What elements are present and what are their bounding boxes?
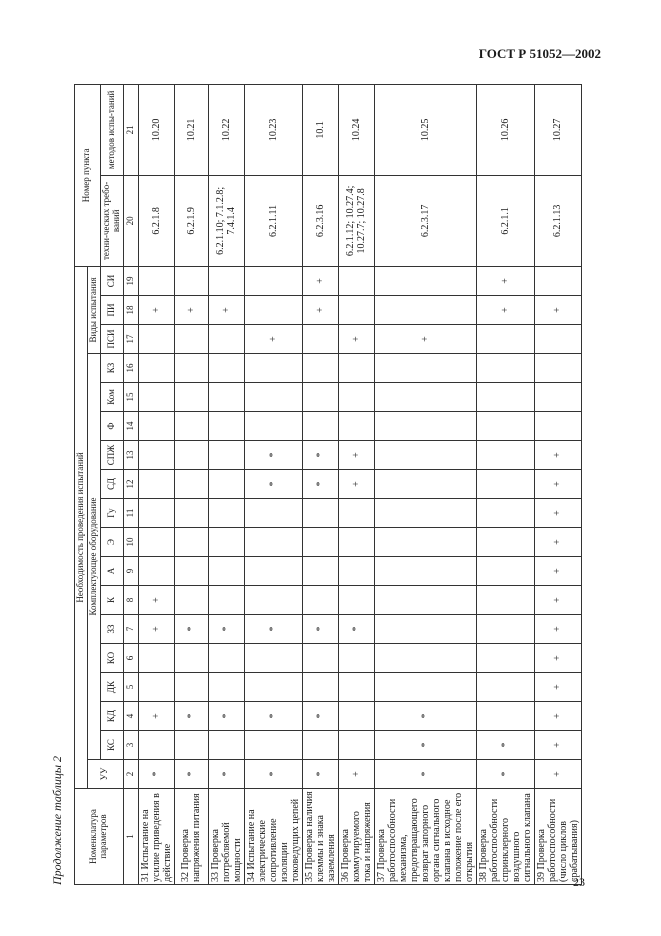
clause-cell: 6.2.3.17: [374, 175, 476, 266]
clause-cell: 10.22: [208, 84, 244, 175]
table-row: [302, 84, 338, 884]
mark-cell: [208, 383, 244, 412]
clause-cell: 10.23: [244, 84, 302, 175]
mark-cell: *: [244, 441, 302, 470]
clause-cell: 10.1: [302, 84, 338, 175]
mark-cell: [302, 731, 338, 760]
clause-cell: 6.2.1.11: [244, 175, 302, 266]
table-row: [208, 84, 244, 884]
table-row: [138, 84, 174, 884]
mark-cell: *: [374, 702, 476, 731]
rotated-table-area: [50, 85, 600, 885]
mark-cell: *: [476, 760, 534, 789]
parameter-name: 35 Проверка наличия клеммы и знака заземления: [302, 789, 338, 885]
header-col-pi: ПИ: [100, 296, 123, 325]
mark-cell: [244, 412, 302, 441]
mark-cell: +: [338, 760, 374, 789]
mark-cell: [374, 441, 476, 470]
table-row: [476, 84, 534, 884]
mark-cell: [174, 354, 208, 383]
mark-cell: [374, 615, 476, 644]
mark-cell: +: [534, 441, 581, 470]
mark-cell: [476, 412, 534, 441]
parameter-name: 37 Проверка работоспособности механизма, предотвращающего возврат запорного органа сигнального клапана в исходное положение после его открытия: [374, 789, 476, 885]
clause-cell: 6.2.1.1: [476, 175, 534, 266]
mark-cell: [208, 266, 244, 295]
mark-cell: [302, 354, 338, 383]
mark-cell: [138, 499, 174, 528]
header-name: Номенклатура параметров: [75, 789, 124, 885]
mark-cell: +: [534, 644, 581, 673]
table-row: [244, 84, 302, 884]
mark-cell: [302, 412, 338, 441]
mark-cell: [374, 499, 476, 528]
mark-cell: [476, 615, 534, 644]
column-number: 21: [123, 84, 138, 175]
mark-cell: +: [534, 296, 581, 325]
clause-cell: 10.20: [138, 84, 174, 175]
mark-cell: [244, 644, 302, 673]
mark-cell: *: [302, 441, 338, 470]
mark-cell: [338, 644, 374, 673]
mark-cell: [208, 441, 244, 470]
clause-cell: 10.27: [534, 84, 581, 175]
mark-cell: [302, 673, 338, 702]
mark-cell: [338, 673, 374, 702]
clause-cell: 6.2.3.16: [302, 175, 338, 266]
parameter-name: 34 Испытание на электрические сопротивление изоляции токоведущих цепей: [244, 789, 302, 885]
page-number: 23: [573, 875, 585, 889]
mark-cell: [476, 586, 534, 615]
parameter-name: 32 Проверка напряжения питания: [174, 789, 208, 885]
mark-cell: [338, 731, 374, 760]
mark-cell: [302, 557, 338, 586]
mark-cell: [302, 644, 338, 673]
clause-cell: 6.2.1.12; 10.27.4; 10.27.7; 10.27.8: [338, 175, 374, 266]
mark-cell: [534, 383, 581, 412]
parameter-name: 33 Проверка потребляемой мощности: [208, 789, 244, 885]
mark-cell: [476, 673, 534, 702]
mark-cell: [174, 441, 208, 470]
table-caption: Продолжение таблицы 2: [50, 755, 64, 885]
header-col-sd: СД: [100, 470, 123, 499]
mark-cell: [338, 354, 374, 383]
mark-cell: *: [374, 760, 476, 789]
mark-cell: [174, 325, 208, 354]
header-col-dk: ДК: [100, 673, 123, 702]
mark-cell: [208, 673, 244, 702]
mark-cell: [476, 325, 534, 354]
mark-cell: *: [208, 615, 244, 644]
mark-cell: [338, 528, 374, 557]
column-number: 13: [123, 441, 138, 470]
header-col-si: СИ: [100, 266, 123, 295]
mark-cell: +: [338, 441, 374, 470]
test-requirements-table: [74, 84, 582, 885]
mark-cell: +: [208, 296, 244, 325]
mark-cell: [476, 470, 534, 499]
column-number: 17: [123, 325, 138, 354]
mark-cell: [174, 673, 208, 702]
mark-cell: *: [244, 702, 302, 731]
mark-cell: +: [534, 586, 581, 615]
mark-cell: [174, 557, 208, 586]
header-need: Необходимость проведения испытаний: [75, 266, 88, 788]
column-number: 19: [123, 266, 138, 295]
mark-cell: [534, 325, 581, 354]
mark-cell: +: [476, 266, 534, 295]
mark-cell: [476, 441, 534, 470]
mark-cell: [138, 731, 174, 760]
mark-cell: [374, 557, 476, 586]
table-row: [534, 84, 581, 884]
mark-cell: [302, 528, 338, 557]
header-equipment: Комплектующее оборудование: [87, 354, 100, 760]
mark-cell: +: [338, 325, 374, 354]
mark-cell: [208, 499, 244, 528]
mark-cell: *: [174, 760, 208, 789]
clause-cell: 6.2.1.9: [174, 175, 208, 266]
column-number: 9: [123, 557, 138, 586]
mark-cell: [534, 354, 581, 383]
mark-cell: *: [208, 702, 244, 731]
mark-cell: +: [302, 266, 338, 295]
mark-cell: *: [244, 615, 302, 644]
column-number: 12: [123, 470, 138, 499]
mark-cell: *: [302, 702, 338, 731]
column-number: 15: [123, 383, 138, 412]
mark-cell: *: [302, 470, 338, 499]
column-number: 20: [123, 175, 138, 266]
mark-cell: [338, 557, 374, 586]
header-col-kd: КД: [100, 702, 123, 731]
mark-cell: [138, 644, 174, 673]
mark-cell: +: [534, 673, 581, 702]
header-test-types: Виды испытания: [87, 266, 100, 353]
mark-cell: [374, 470, 476, 499]
mark-cell: [244, 266, 302, 295]
mark-cell: [374, 383, 476, 412]
mark-cell: [244, 528, 302, 557]
mark-cell: [138, 528, 174, 557]
mark-cell: [534, 412, 581, 441]
mark-cell: +: [138, 702, 174, 731]
parameter-name: 39 Проверка работоспособности (число циклов срабатывания): [534, 789, 581, 885]
mark-cell: [138, 266, 174, 295]
mark-cell: [534, 266, 581, 295]
mark-cell: +: [138, 296, 174, 325]
mark-cell: [174, 586, 208, 615]
column-number: 2: [123, 760, 138, 789]
header-col-k: К: [100, 586, 123, 615]
mark-cell: [374, 412, 476, 441]
mark-cell: [244, 383, 302, 412]
header-col-f: Ф: [100, 412, 123, 441]
column-number: 7: [123, 615, 138, 644]
mark-cell: [302, 586, 338, 615]
column-number: 1: [123, 789, 138, 885]
header-col-kz: КЗ: [100, 354, 123, 383]
mark-cell: [338, 383, 374, 412]
clause-cell: 6.2.1.10; 7.1.2.8; 7.4.1.4: [208, 175, 244, 266]
table-row: [174, 84, 208, 884]
mark-cell: *: [374, 731, 476, 760]
mark-cell: [174, 644, 208, 673]
header-col-spzh: СПЖ: [100, 441, 123, 470]
table-row: [338, 84, 374, 884]
mark-cell: [338, 296, 374, 325]
mark-cell: +: [174, 296, 208, 325]
parameter-name: 36 Проверка коммутируемого тока и напряжения: [338, 789, 374, 885]
mark-cell: [374, 354, 476, 383]
column-number: 8: [123, 586, 138, 615]
mark-cell: *: [244, 760, 302, 789]
mark-cell: [338, 266, 374, 295]
column-number: 11: [123, 499, 138, 528]
header-col-uu: УУ: [87, 760, 123, 789]
clause-cell: 10.26: [476, 84, 534, 175]
mark-cell: [208, 528, 244, 557]
header-col-e: Э: [100, 528, 123, 557]
mark-cell: [476, 383, 534, 412]
mark-cell: [208, 325, 244, 354]
mark-cell: [138, 673, 174, 702]
mark-cell: [374, 644, 476, 673]
mark-cell: [374, 586, 476, 615]
mark-cell: +: [302, 296, 338, 325]
mark-cell: [476, 499, 534, 528]
column-number: 5: [123, 673, 138, 702]
header-col-gu: Гу: [100, 499, 123, 528]
parameter-name: 38 Проверка работоспособности спринклерного воздушного сигнального клапана: [476, 789, 534, 885]
mark-cell: +: [138, 586, 174, 615]
mark-cell: +: [534, 615, 581, 644]
mark-cell: [174, 412, 208, 441]
mark-cell: [476, 702, 534, 731]
column-number: 18: [123, 296, 138, 325]
header-col-a: А: [100, 557, 123, 586]
mark-cell: [244, 296, 302, 325]
mark-cell: *: [174, 702, 208, 731]
clause-cell: 6.2.1.13: [534, 175, 581, 266]
header-col-kom: Ком: [100, 383, 123, 412]
mark-cell: [208, 470, 244, 499]
mark-cell: [244, 354, 302, 383]
mark-cell: [174, 499, 208, 528]
mark-cell: +: [338, 470, 374, 499]
clause-cell: 10.24: [338, 84, 374, 175]
mark-cell: [138, 325, 174, 354]
mark-cell: [374, 528, 476, 557]
column-number: 10: [123, 528, 138, 557]
mark-cell: [476, 528, 534, 557]
document-code: ГОСТ Р 51052—2002: [478, 46, 601, 61]
mark-cell: [244, 731, 302, 760]
mark-cell: +: [244, 325, 302, 354]
header-tech-requirements: техни-ческих требо-ваний: [100, 175, 123, 266]
header-clause: Номер пункта: [75, 84, 101, 266]
mark-cell: [208, 644, 244, 673]
header-col-ko: КО: [100, 644, 123, 673]
mark-cell: [138, 354, 174, 383]
mark-cell: +: [138, 615, 174, 644]
mark-cell: [174, 266, 208, 295]
mark-cell: +: [534, 731, 581, 760]
mark-cell: [302, 325, 338, 354]
clause-cell: 6.2.1.8: [138, 175, 174, 266]
mark-cell: [208, 354, 244, 383]
mark-cell: +: [374, 325, 476, 354]
table-row: [374, 84, 476, 884]
mark-cell: [244, 557, 302, 586]
mark-cell: *: [138, 760, 174, 789]
mark-cell: +: [534, 470, 581, 499]
clause-cell: 10.21: [174, 84, 208, 175]
column-number: 3: [123, 731, 138, 760]
mark-cell: [338, 412, 374, 441]
header-col-psi: ПСИ: [100, 325, 123, 354]
mark-cell: [138, 470, 174, 499]
mark-cell: [174, 383, 208, 412]
mark-cell: *: [174, 615, 208, 644]
mark-cell: [174, 528, 208, 557]
mark-cell: [208, 586, 244, 615]
mark-cell: [374, 673, 476, 702]
mark-cell: +: [534, 760, 581, 789]
mark-cell: [244, 673, 302, 702]
mark-cell: [476, 557, 534, 586]
mark-cell: [338, 702, 374, 731]
column-number: 14: [123, 412, 138, 441]
mark-cell: [302, 499, 338, 528]
clause-cell: 10.25: [374, 84, 476, 175]
header-col-ks: КС: [100, 731, 123, 760]
mark-cell: [138, 383, 174, 412]
mark-cell: [138, 412, 174, 441]
header-col-zz: ЗЗ: [100, 615, 123, 644]
mark-cell: [476, 354, 534, 383]
mark-cell: +: [534, 528, 581, 557]
mark-cell: *: [476, 731, 534, 760]
mark-cell: [138, 441, 174, 470]
mark-cell: +: [476, 296, 534, 325]
column-number: 16: [123, 354, 138, 383]
column-number: 6: [123, 644, 138, 673]
mark-cell: [244, 586, 302, 615]
mark-cell: [374, 266, 476, 295]
mark-cell: [174, 731, 208, 760]
mark-cell: [208, 731, 244, 760]
header-test-methods: методов испы-таний: [100, 84, 123, 175]
mark-cell: [208, 557, 244, 586]
mark-cell: *: [208, 760, 244, 789]
mark-cell: *: [338, 615, 374, 644]
mark-cell: *: [302, 760, 338, 789]
mark-cell: [302, 383, 338, 412]
mark-cell: +: [534, 702, 581, 731]
mark-cell: [338, 586, 374, 615]
mark-cell: [374, 296, 476, 325]
mark-cell: *: [302, 615, 338, 644]
mark-cell: [244, 499, 302, 528]
parameter-name: 31 Испытание на усилие приведения в действие: [138, 789, 174, 885]
mark-cell: [174, 470, 208, 499]
column-number: 4: [123, 702, 138, 731]
mark-cell: +: [534, 557, 581, 586]
mark-cell: [138, 557, 174, 586]
mark-cell: *: [244, 470, 302, 499]
mark-cell: [338, 499, 374, 528]
mark-cell: [208, 412, 244, 441]
mark-cell: +: [534, 499, 581, 528]
mark-cell: [476, 644, 534, 673]
